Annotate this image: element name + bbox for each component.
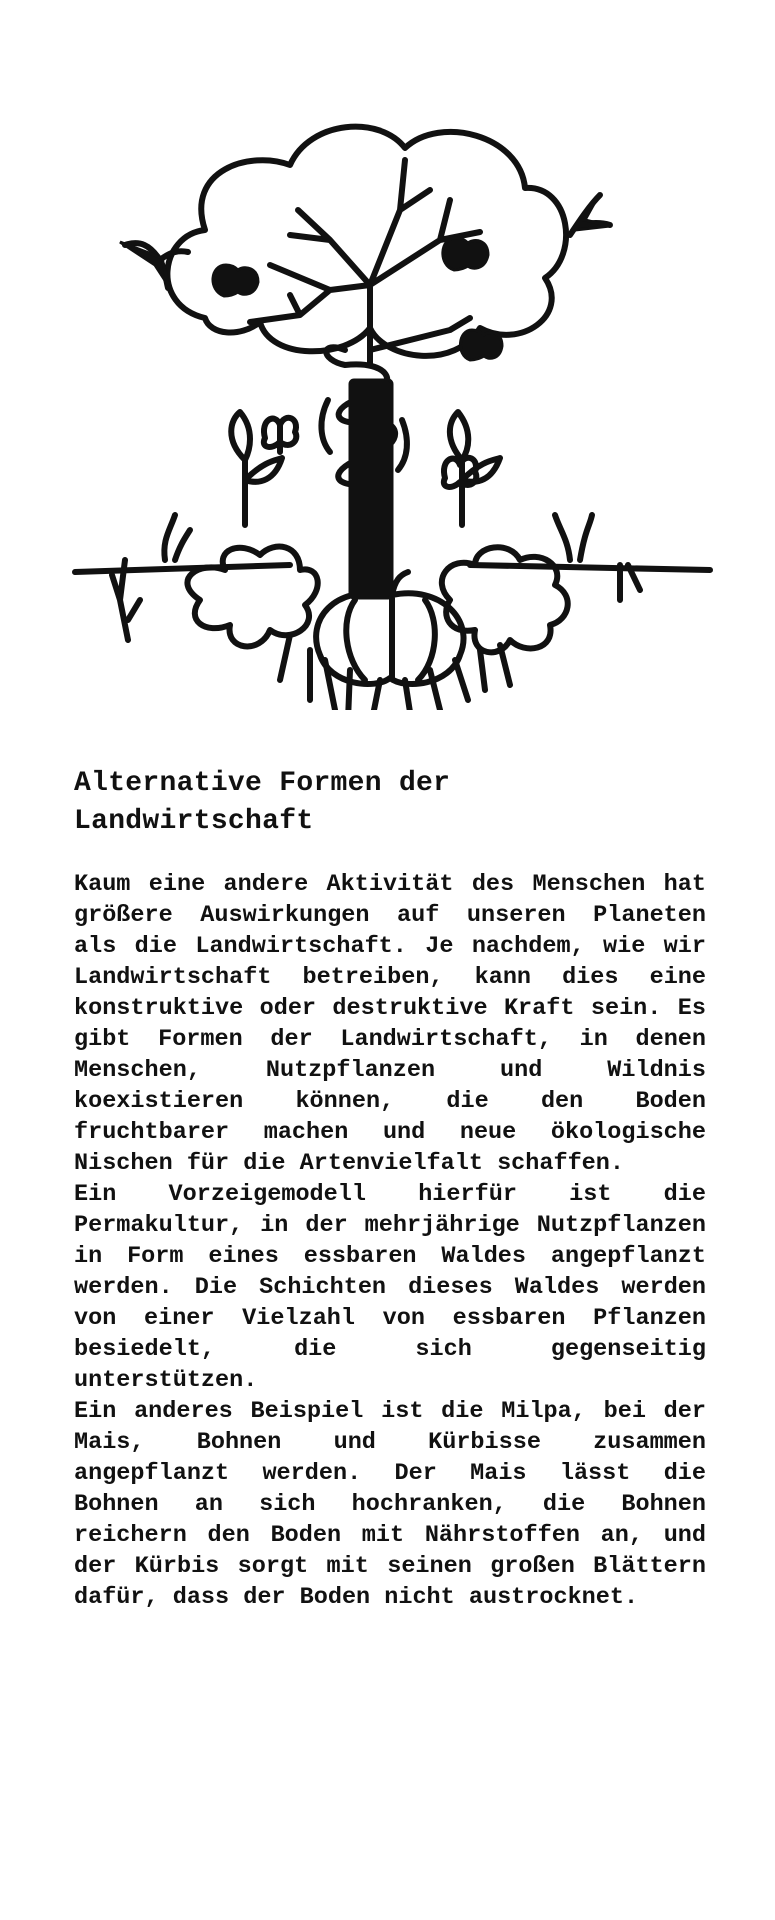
bird-left-body [120, 242, 168, 285]
tree-trunk [350, 380, 392, 598]
article-paragraph-2: Ein Vorzeigemodell hierfür ist die Permakultur, in der mehrjährige Nutzpflanzen in Form eines essbaren Waldes angepflanzt werden. Die Schichten dieses Waldes werden von einer Vielzahl von essbaren Pflanzen besiedelt, die sich gegenseitig unterstützen. [74, 1181, 706, 1394]
tree-crown [167, 127, 566, 356]
bird-right-body [575, 193, 610, 230]
illustration-drawing [0, 60, 775, 710]
illustration [0, 60, 775, 710]
apple-2 [443, 238, 488, 270]
article-paragraph-1: Kaum eine andere Aktivität des Menschen hat größere Auswirkungen auf unseren Planeten als die Landwirtschaft. Je nachdem, wie wir Landwirtschaft betreiben, kann dies eine konstruktive oder destruktive Kraft sein. Es gibt Formen der Landwirtschaft, in denen Menschen, Nutzpflanzen und Wildnis koexistieren können, die den Boden fruchtbarer machen und neue ökologische Nischen für die Artenvielfalt schaffen. [74, 871, 706, 1177]
apple-1 [213, 265, 258, 296]
article-paragraph-3: Ein anderes Beispiel ist die Milpa, bei der Mais, Bohnen und Kürbisse zusammen angepflanzt werden. Der Mais lässt die Bohnen an sich hochranken, die Bohnen reichern den Boden mit Nährstoffen an, und der Kürbis sorgt mit seinen großen Blättern dafür, dass der Boden nicht austrocknet. [74, 1398, 706, 1611]
butterfly-left [264, 418, 297, 452]
squash-leaf-left [187, 547, 317, 647]
plant-right-2 [555, 515, 592, 560]
plant-left-1 [231, 412, 282, 525]
article [74, 765, 706, 1613]
plant-left-3 [164, 515, 190, 560]
article-title: Alternative Formen der Landwirtschaft [74, 768, 451, 837]
apple-3 [460, 330, 502, 360]
